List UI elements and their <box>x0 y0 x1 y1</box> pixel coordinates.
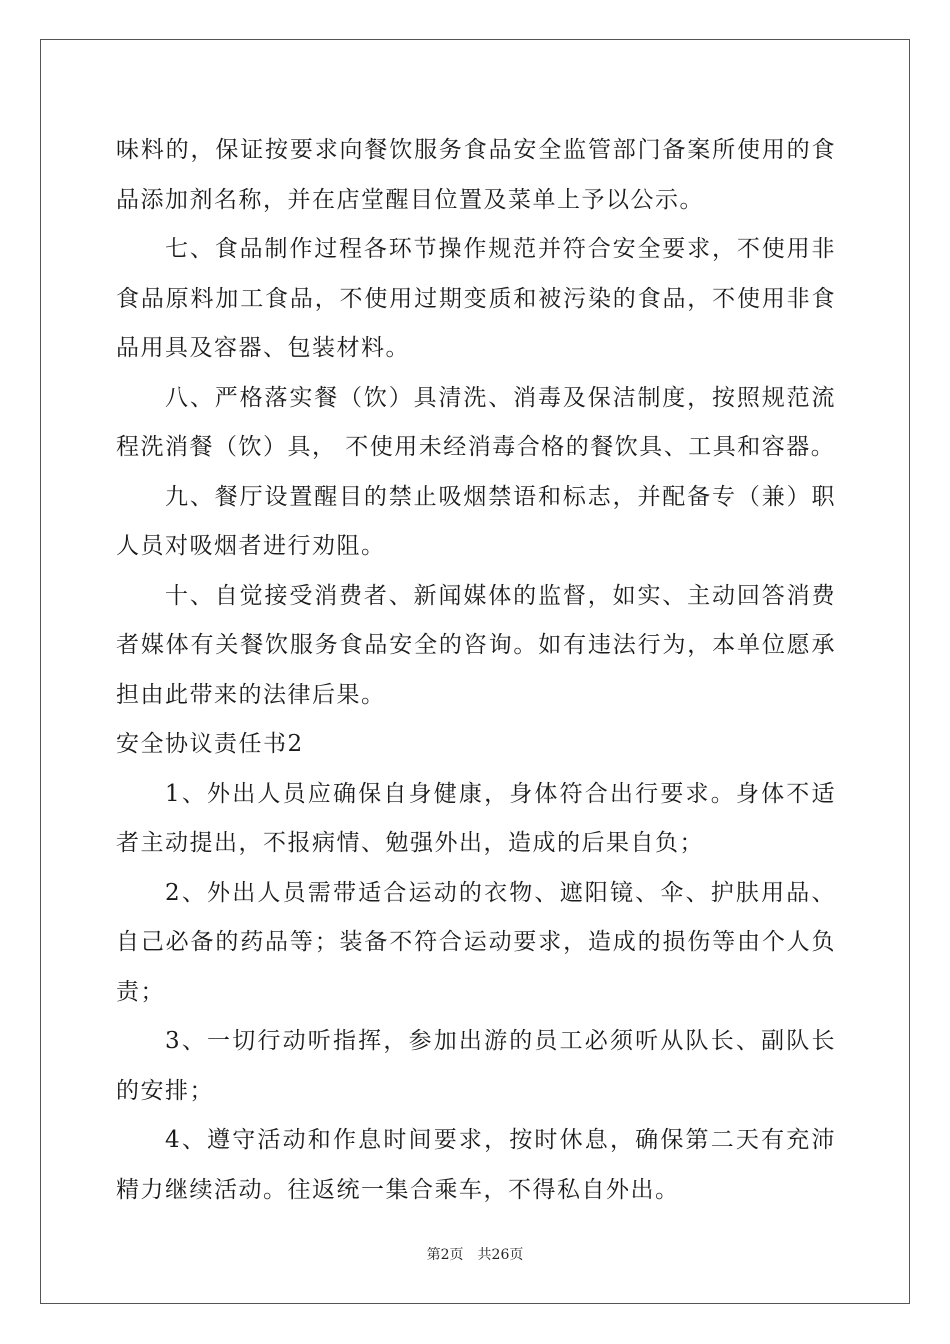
paragraph-item-7: 七、食品制作过程各环节操作规范并符合安全要求，不使用非食品原料加工食品，不使用过期变质和被污染的食品，不使用非食品用具及容器、包装材料。 <box>116 236 836 361</box>
section-title: 安全协议责任书2 <box>116 731 304 757</box>
page-number: 第2页 <box>426 1247 464 1263</box>
document-body <box>116 126 836 1215</box>
section-paragraph-1: 1、外出人员应确保自身健康，身体符合出行要求。身体不适者主动提出，不报病情、勉强外出，造成的后果自负； <box>116 780 836 856</box>
paragraph-item-10: 十、自觉接受消费者、新闻媒体的监督，如实、主动回答消费者媒体有关餐饮服务食品安全的咨询。如有违法行为，本单位愿承担由此带来的法律后果。 <box>116 582 836 708</box>
paragraph-continued: 味料的，保证按要求向餐饮服务食品安全监管部门备案所使用的食品添加剂名称，并在店堂醒目位置及菜单上予以公示。 <box>116 137 836 213</box>
section-paragraph-2: 2、外出人员需带适合运动的衣物、遮阳镜、伞、护肤用品、自己必备的药品等；装备不符合运动要求，造成的损伤等由个人负责； <box>116 879 836 1005</box>
paragraph-item-8: 八、严格落实餐（饮）具清洗、消毒及保洁制度，按照规范流程洗消餐（饮）具， 不使用未经消毒合格的餐饮具、工具和容器。 <box>116 384 836 460</box>
paragraph-item-9: 九、餐厅设置醒目的禁止吸烟禁语和标志，并配备专（兼）职人员对吸烟者进行劝阻。 <box>116 483 836 559</box>
page-total: 共26页 <box>477 1247 524 1263</box>
section-paragraph-4: 4、遵守活动和作息时间要求，按时休息，确保第二天有充沛精力继续活动。往返统一集合乘车，不得私自外出。 <box>116 1127 836 1203</box>
page-footer <box>0 1244 950 1264</box>
section-paragraph-3: 3、一切行动听指挥，参加出游的员工必须听从队长、副队长的安排； <box>116 1028 836 1104</box>
